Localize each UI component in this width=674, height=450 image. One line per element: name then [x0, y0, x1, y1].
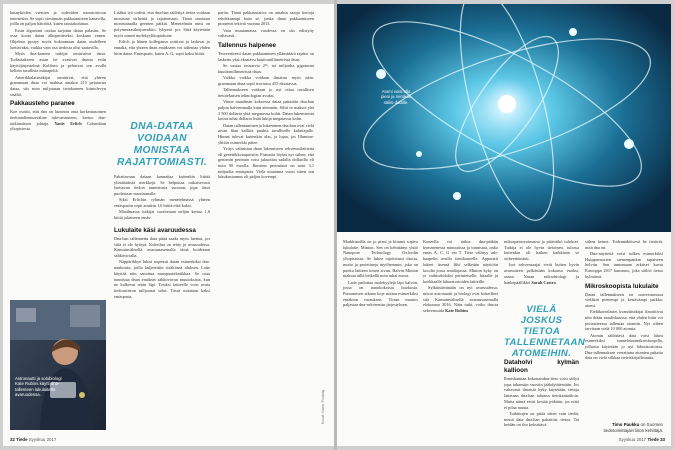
left-column-2b — [114, 174, 210, 221]
publication-name: Tiede — [647, 437, 659, 442]
left-folio — [10, 437, 56, 442]
author-signoff — [585, 422, 663, 433]
pull-quote: VIELÄ JOSKUS TIETOA TALLENNETAAN ATOMEIHIN. — [504, 304, 586, 359]
right-column-1 — [343, 239, 418, 309]
subheading: Mikroskoopista lukulaite — [585, 282, 659, 290]
paragraph: Viime maailman kokoessa dataa pakattiin dna:han paljon halvemmalla kuin aiemmin. Siltti se maksoi yhä 3 500 dollaria yhtä megatavua kohti. Datan lukemisesta koitui tuhat dollaria lisää lukija megatavua kohti. — [218, 99, 314, 122]
paragraph: Tallennukseen voidaan jo nyt ottaa tavallisen tietoteknisen teknologian avuksi. — [218, 87, 314, 98]
paragraph: Teoreettisesti datan pakkaaminen yllämääärä rajaksi on laskettu yksi eksatavu kuutiomillimetrissä dnaa. — [218, 51, 314, 62]
issue-date: Syyskuu 2017 — [618, 437, 647, 442]
paragraph — [10, 109, 106, 132]
subheading: Tallennus halpenee — [218, 42, 276, 50]
person-name: Kate Rubins — [445, 308, 469, 314]
subheading: Lukulaite käsi avaruudessa — [114, 227, 196, 234]
right-photo-caption: Atomi voisi olla pieni ja nerokas säiliö datalle. — [380, 89, 412, 105]
left-page — [3, 4, 334, 446]
paragraph: Dna:han tallennettu data pitää saada myös luettua, jos siitä ei ole hyötyä. Kokeilua on tehty jo avaruudessa. Kansainvälisellä avaruusasemalla tämä hoidetaan sähkövirralla. — [114, 236, 210, 259]
paragraph: Lisäksi työ todisti, että dna:han säilöttyä tietoa voidaan monistaa virheittä ja rajattomasti. Tämä onnistuu monistamalla geenien pätkiä. Menetelmän nimi on polymeraasiketjureaktio, lyhyesti pcr. Siitä käytetään myös nimeä molekyylikopiokone. — [114, 10, 210, 38]
paragraph: Ihmiskunnan kokonaisdna-tieto voisi säilyä jopa tuhansiin vuosiin jäähdyttäessään. Jos valtavasti ilmaistä kyky käytetään, tietoja laitetaan dna:han tahansa tietokantatiloin. Mutta nämä eivät kestää pitkään, jos niitä ei pilaa muuta. — [504, 376, 579, 410]
right-column-3b — [504, 356, 579, 429]
paragraph: Koneella voi tutkia dna-pätkän kymmenessä minuutissa ja tunnistaa, onko emäs A, C, G vai T. Tieto välittyy usb-kaapelin avulla tietokoneelle. Apparatit lukeet itsensä lähi selkeään näyttöön koodia jossa reaaliajassa. Minion kyky on yt vaihtoehdoksi perinteiselle, hitaalle ja koekkaalle laboratorioiden laitteille. — [423, 239, 498, 284]
paragraph: Se vastaa tavuarvia 2¹⁶, tai miljardia gigatavua kuutiomillimetrissä dnaa. — [218, 63, 314, 74]
astronaut-photo — [10, 300, 106, 430]
person-name: Yaniv Erlich — [54, 120, 82, 126]
paragraph: Pakattavaan dataan kannattaa kuitenkin liittää ylimääräisiä merkkejä. Se helpottaa ratkaisevasti luettavan tiedon tunnistusta suoraan, jopa tässä puolestaan nuorimmalle. — [114, 174, 210, 197]
paragraph-text: Columbian yliopistosta. — [10, 120, 107, 132]
atom-image — [337, 4, 671, 232]
astronaut-image — [10, 300, 106, 430]
paragraph: Eteläkorealaiset kvanttitutkijat ilmoittivat niin ikään maaliskuussa, että yhden bitin voi periaatteessa tallentaa atomiin. Nyt siihen tarvitaan vielä 10 000 atomia. — [585, 309, 663, 332]
paragraph: Atomin säilöttävä data voisi lukea esimerkiksi tunnelointimikroskoopilla, jollaisia käytetään jo nyt laboratorioissa. Dna-tallennuksen verrattuna atomien pakattu data on vielä silkkaa tieteiskirjallisuutta. — [585, 332, 663, 361]
paragraph — [423, 285, 498, 314]
author-description: on Suomen tiedetoimittajain liiton kehittäjä. — [603, 422, 663, 433]
publication-name: Tiede — [16, 437, 28, 442]
paragraph: pariin. Tämä pakkaustaitos on ainakin satoja kertoja tehokkaampi kuin se, jonka dnan pakkaamiseen pioneerit tekivät vuonna 2013. — [218, 10, 314, 27]
paragraph: Amerikkalaistutkijat onnittivat, että yhteen grammaan dnaa voi mahtua ainakin 215 petatavua dataa, siis noin miljoonan tietokoneen kiintolevyn sisältö. — [10, 74, 106, 97]
paragraph: Maailmassa tutkijat suoritetaan neljän kertaa 1,6 bittiä jokaiseen emäs- — [114, 209, 210, 221]
photo-credit: Kuvat: Nasa, Pixabay — [321, 389, 325, 424]
paragraph: Vain muutamassa vuodessa on siis edistytty valtavasti. — [218, 27, 314, 39]
right-column-4 — [585, 239, 663, 362]
subheading: Pakkausteho paranee — [10, 100, 75, 108]
paragraph: Näppärikkye lukisi nopeasti datan esimerkiksi dna-nauhoista, joilla kuljetettiin sisältönsä aluksen. Laite käyttää niin sanottua nanopuutekniikkaa. Se osaa tunnistaa dnan emäkset sähkövirran muutoksista, kun ne kulkevat reiän läpi. Tosiksi laitteelle voisi avata tiedonsiirron miljoonat solut. Tässä mitataan kaksi emäsparia. — [114, 259, 210, 299]
paragraph: Vaikka vaikka voidaan ilmaista myös näin: grammaan dnaa sopii teoriassa 455 eksatavua. — [218, 75, 314, 86]
paragraph: Datan tallennukseen on universumissa vieläkin pienempi ja kestävämpi paikka: atomi. — [585, 291, 663, 308]
left-column-3 — [218, 10, 314, 181]
left-column-1 — [10, 10, 106, 133]
left-photo-caption: Astronautti ja solubiologi Kate Rubins käytti dna-tallenteen lukulaitetta avaruudessa. — [15, 376, 62, 398]
pull-quote: DNA-DATAA VOIDAAN MONISTAA RAJATTOMIASTI. — [116, 121, 208, 168]
right-column-2 — [423, 239, 498, 314]
paragraph-text: Sylkäistävänään on nyt avaruudessa, missä astronautti ja biologi ovat kokeilleet sitä Kansainvälisellä avaruusasemalla elokuussa 2016. Näin tutki, voiko dna:ta sekvensoida — [423, 285, 498, 314]
paragraph: Tutkittujen on pitää sitten vain tiedät, missä data dna:han pakattiin, tietoa. Tai heidän on ilse keksittävä — [504, 410, 579, 428]
right-folio — [619, 437, 665, 442]
page-number: 32 — [10, 437, 15, 442]
paragraph: Myös dna-koneen tutkijat omistuivat tässä. Todistaakseen asian he avasivat dnasta esiin käyttöjärjestelmä Kolibrin ja pelasivat sen avulla kellein tavallista miinapeliä. — [10, 51, 106, 74]
paragraph: Markkinoilla on jo pieni ja kiinnei sopiva lukulaite, Minion. Sen on kehittänyt yhtiö Nanopore Technology Oxfordin yliopistossa. Se lukee rajoitetusti dna:ta, mutta ja proteiineja myöhemmin, joka on puettu laitteen toisen sivun. Halvin Minion maksaa tällä hetkellä noin tuhat euroa. — [343, 239, 418, 279]
right-page — [337, 4, 671, 446]
paragraph: Datan tallentaminen ja lukeminen dna:han ovat vielä aivan liian kalliita puuhia tavalliselle kuluttajalle. Hinnat tulevat kuitenkin alas, ja lujaa, jos Illumina-yhtiön esimerkki pätee. — [218, 122, 314, 145]
left-column-2 — [114, 10, 210, 57]
paragraph: Erlich ja hänen kollegansa osittivat ja laskivat jo ennalta, että yhteen dnan emäkseen voi tallentaa yhden bitin dataa. Emäsparin, kuten A–G, sopii kaksi bittiä. — [114, 39, 210, 56]
paragraph: Essin algoritmi osittaa tarjotun datan palasiin. Se ossa koota datan alkuperäiseksi koskaan ennen. Ohjelma pystyy myös kokoamaan datan uudelleen luettavaksi, vaikka vain osa tiedosta olisi saatavilla. — [10, 27, 106, 50]
paragraph: siihen keinot. Todennäköisesti he tietävät, mitä dna on. — [585, 239, 663, 250]
page-number: 33 — [660, 437, 665, 442]
paragraph: Isot sekvensaajat eivät kuiten hyvin avaruuteen pelkästään kokonsa vuoksi, sanoo Nasan mikrobiologi ja hankepäällikkö Sarah Castro. — [504, 262, 579, 285]
paragraph-text: Koe osoitti, että dna on luonnon oma korkeatasoinen tiedontallennusväline tulevaisuuteen, kertoo dna-tutkimuksen johtaja. — [10, 109, 106, 126]
paragraph: mikropainovoimassa ja pitävätkö tulokset. Tutkija ei ole hyvin tietoinen, tulossa kuitenkin oli kaiken kaikkiaan se virheettömästi. — [504, 239, 579, 262]
paragraph: Siksi Erlichin ryhmän menetelmässä yhteen emäspariin sopii ainakin 1,6 bittiä eikä kaksi. — [114, 197, 210, 209]
paragraph: Yritys valmistaa dnan lukemiseen sekvenssilaitteita eli genetiikkotarpeisiin. Firmasta löytää nyt siihen, että genomin perimän voisi jakuottaa sadalla dollarilla eli noin 90 eurolla. Ihmisen perimässä on noin 3,1 miljardia emäsparia. Vielä muutama vuosi sitten sen lukukustannus oli paljon kovempi. — [218, 145, 314, 180]
subheading: Dataholvi kylmän kallioon — [504, 359, 579, 374]
paragraph: Dna-näytteitä voisi sulkea esimerkiksi Huippuvuorten siemenpankin tapaiseen holviin. Sen tuntumaan arktiset kuvat Eurooppa 2017 kummoo, joka säilöö tietoa kylmässä. — [585, 251, 663, 279]
person-name: Sarah Castro — [531, 279, 556, 285]
right-column-3 — [504, 239, 579, 286]
left-column-2c — [114, 224, 210, 300]
atom-photo — [337, 4, 671, 232]
issue-date: Syyskuu 2017 — [28, 437, 57, 442]
paragraph: käsnykiiden viestien ja videoiden suoratoistoon internetiin. Se sopii viestinnän pakkaamiseen kanavilla, joilla on paljon häiriöitä, kuten taustakohinaa. — [10, 10, 106, 27]
paragraph: Laite padottaa molekyylejä läpi kalvon, jossa on nanokokoisia huokosia. Putoamisen aikana koje mittaa esimerkiksi emäksen varauksen. Virran muutos paljastaa dna-sekvenssin järjestyksen. — [343, 279, 418, 308]
paragraph-text: Isot sekvensaajat eivät kuiten hyvin avaruuteen pelkästään kokonsa vuoksi, sanoo Nasan mikrobiologi ja hankepäällikkö — [504, 262, 579, 285]
author-name: Timo Paukku — [612, 422, 640, 427]
